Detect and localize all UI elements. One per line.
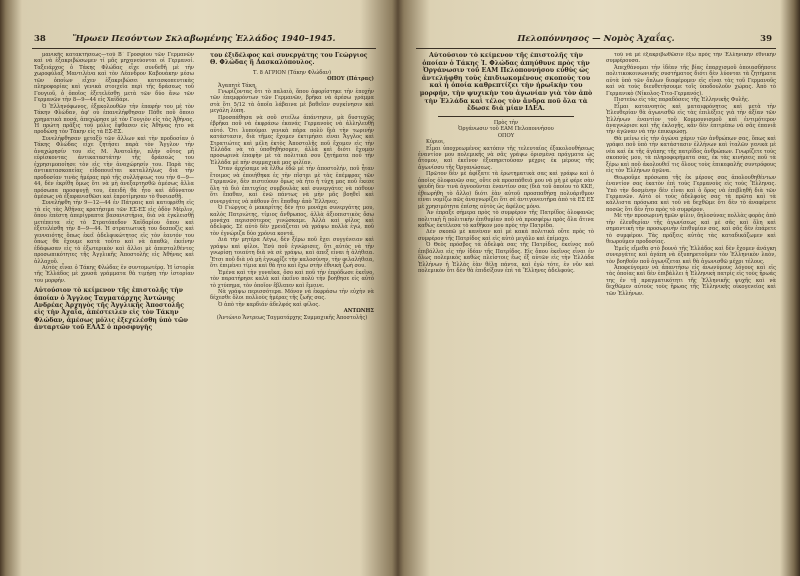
paragraph: Ὁ Ἑλληνόφωνος, ἐξακολουθῶν τὴν ἐπαφήν του μὲ τὸν Τάκην Φλώδαν, ἀφ' οὗ ἐπανελήφθησαν Πάθε ποῦ ὅποιο χρηματικὰ ποσά, ἀπεχώρησε μὲ τὸν Γουγιὸν εἰς τὰς Ἀθήνας. Ἡ πρώτη πρᾶξις τοῦ μόλις ἔφθασεν εἰς Ἀθήνας ἦτο νὰ προδώσῃ τὸν Τάκην εἰς τὰ ΕΣ-ΕΣ. bbox=[34, 103, 194, 136]
header-rule bbox=[416, 48, 776, 49]
paragraph: Θεωροῦμε πρόσωπα τῆς ἐκ μέρους σας ἀπολουθηθέντων ἐναντίον σας ἑκατὸν ἐπὶ τοὺς Γερμανοὺς εἰς τοὺς Ἕλληνας. Ὑπὸ τὴν δοσμένην δὲν εἶναι καὶ ὁ ὅρος νὰ ἐπιβληθῆ διὰ τῶν Γερμανῶν. Αὐτὸ οἱ τοὺς ἀδελφοὺς σας τὰ πρῶτα καὶ τὰ κάλλιστα πρόσωπα καὶ τοῦ νὰ δεχθῶμε ὅτι δὲν τὸ ἀναφέρετε ποσῶς ὅτι δὲν ἦτο πρὸς τὸ συμφέρον. bbox=[606, 174, 776, 213]
left-page bbox=[26, 0, 382, 576]
left-column-1 bbox=[34, 52, 194, 562]
paragraph: Συνελήφθη τὴν 9—12—44 ἐν Πάτραις καὶ κατεφρέθη εἰς τὰ εἰς τὰς Ἀθήνας κρατήσιμα τῶν ΕΣ-ΕΣ εἰς ὁδὸν Μέρλιν, ὅπου ἐπέστη ἀπερίγραπτα βασανιστήρια, διὰ νὰ ἐγκλεισθῇ μετέπειτα εἰς τὸ Στρατόπεδον Χαϊδαρίου ὅπου καὶ ἐξετελέσθη τὴν 8—9—44. Ἡ στρατιωτικὴ του δεσποζὶς καὶ γενναιότης ὅπως ἐκεῖ ἀδελφικώτητος εἰς τὸν ἑαυτόν του ὅπως θὰ ἔχουμε κατὰ τοῦτο καὶ νὰ ἀπαθῶ, ἐκείνην ἐδάφωσαν εἰς τὸ ἐξωτερικὸν καὶ ἄλλοι μὲ ἀπεσταλθέντες προσωπικότητες τῆς Ἀγγλικῆς Ἀποστολῆς εἰς Ἀθήνας καὶ ἀλλαχοῦ. bbox=[34, 200, 194, 265]
paragraph: Θὰ μείνω εἰς τὴν ἀγώνα χάριν τῶν ἀνθρώπων σας, ὅπως καὶ γράφει ποῦ ὑπὸ τὴν κατάστασιν ἑλλήνων καὶ ἰταλῶν γενικὰ μὲ νέα καὶ ἐκ τῆς ἀγάπης τῆς πατρίδος ἀνθρώπων. Γνωρίζετε τοὺς σκοπούς μου, τὰ πληροφορήματα σας, ἐκ τὰς κινήσεις ποῦ τὰ ξέρω καὶ ποῦ ἀκολουθεῖ τις ὅλους τοὺς ἐπικεφαλῆς συντρόφους εἰς τὸν Ἑλλήνων ἀγῶνα. bbox=[606, 135, 776, 175]
letter-intro-heading: Αὐτούσιον τὸ κείμενον τῆς ἐπιστολῆς τὴν ὁποίαν ὁ Ἄγγλος Ταγματάρχης Ἀντώνης Ανδρέας Ἀρχηγὸς τῆς Ἀγγλικῆς Ἀποστολῆς εἰς τὴν Ἀχαΐα, ἀπέστειλεν εἰς τὸν Τάκην Φλώδαν, ἀμέσως μόλις ἐξεχελέσθη ὑπὸ τῶν ἀνταρτῶν τοῦ ΕΛΑΣ ὁ προσφυγὴς bbox=[34, 287, 188, 331]
left-column-2 bbox=[210, 52, 374, 564]
paragraph: μανικῆς κατακτήσεως—τοῦ Β΄ Γροσφίου τῶν Γερμανῶν καὶ νὰ ἐξακριβώσωμεν τί μᾶς μηχανεύονται οἱ Γερμανοί. Ταξειάρχος ὁ Τάκης Φλώδας εἶχε συνδεθῆ μὲ τὴν χωροφύλαξ Μαντιλένα καὶ τὸν Λέανδρον Καβουάκην μέσω τῶν ὁποίων εἶχεν ἐξακριβώσει κατασκοπευτικὰς πληροφορίας καὶ γενικὰ στοιχεῖα περὶ τῆς δράσεως τοῦ Γουγιοῦ, ὁ ὁποῖος ἐξετελέσθη μετὰ τῶν δύο ἄνω τῶν Γερμανῶν τὴν 8—9—44 εἰς Χαϊδάρι. bbox=[34, 52, 194, 104]
letter-organization: Ὀργάνωσιν τοῦ ΕΑΜ Πελοποννήσου bbox=[458, 126, 554, 133]
letter-greeting: Κύριοι, bbox=[426, 139, 445, 146]
right-page bbox=[410, 0, 782, 576]
signature: ΑΝΤΩΝΗΣ bbox=[343, 308, 374, 315]
signature-note: (Ἀντώνιο Ἄντρεως Ταγματάρχης Συμμαχικῆς Ἀποστολῆς) bbox=[216, 314, 368, 321]
letter-place: ΟΠΟΥ bbox=[497, 132, 515, 139]
paragraph: Ἂν ἐπραξε σήμερα πρὸς τὸ συμφέρον τῆς Πατρίδος ὁλοφανῶς πολιτικὴ ἢ πολιτικὴν ἐπιθυμίαν ποῦ νὰ προσφέρω πρὸς ὅλα ἅτινα καθὼς ἐκτέλεσα τὸ καθῆκον μου πρὸς τὴν Πατρίδα. bbox=[418, 210, 594, 229]
letter-place: ΟΠΟΥ (Πάτρας) bbox=[327, 76, 374, 83]
paragraph: Γνωρίζοντας ὅτι τὸ παλαιὸ, ὅπου ἀφορίστηκε τὴν ἐποχὴν τῶν ἐπεμφρόντων τῶν Γερμανῶν, βρῆκα νὰ ἀρέσω γράμμα στὰ ὅτι 5/12 τὰ ὁποῖα λάβαινα μὲ βαθεῖαν συγκίνησιν καὶ μεγάλη λύπη. bbox=[210, 88, 374, 115]
paragraph: Νὰ γράψω περισσότερα. Μόνον νὰ ἐκφράσω τὴν εὐχὴν νὰ δέχεσθε ὅλοι πολλοὺς ἡμέρας τῆς ζωῆς σας. bbox=[210, 289, 374, 302]
right-column-2 bbox=[606, 52, 776, 564]
paragraph: Ὁ Γιώργος ὁ μακαρίτης δὲν ἦτο μονάχα συνεργάτης μου, καλὸς Πατριώτης, τίμιος ἄνθρωπος, ἀλλὰ ἀξιοπιστικὸς ὅσω μονάχα περισσότερος γινώσκαμε. Ἀλλὰ καὶ φίλος καὶ ἀδελφός. Σὲ αὐτὸ δὲν χρειάζεται νὰ γράψω πολλὰ ἐγώ, ποῦ τὸν ἐγνώριζα δύο χρόνια κοντά. bbox=[210, 205, 374, 237]
left-page-header bbox=[26, 34, 382, 48]
right-column-1 bbox=[418, 52, 594, 564]
paragraph: τοῦ νὰ μὲ ἐξακριβωθῶσιν ἕξω πρὸς τὴν Ἑλληνικὴν ἐθνικὴν συμφέρουσα. bbox=[606, 52, 776, 65]
paragraph: Συνελήφθησαν μεταξὺ τῶν ἄλλων καὶ τὴν προδοσίαν ὁ Τάκης Φλώδας εἶχε ζητήσει παρὰ τὸν Ἄγγλον τὴν ἀναχώρησίν του εἰς Μ. Ἀνατολὴν, πλὴν οὕτος μὴ εὑρίσκοντας ἀντικαταστάτην τῆς δράσεώς του ἐχρησιμοποίησε τὸν εἰς τὴν ἀναχώρησίν του. Παρὰ τὰς ἀντικατασκοπείας εἰδοποιεῖται καταλλήλως διὰ τὴν προδοσίαν τινὰς ἡμέρας πρὸ τῆς συλλήψεως του τὴν 6—9—44, δὲν ἐκρίθη ὅμως ὅτι νὰ μὴ ἀνεξαρτησθῶ ἀμέσως ἄλλα πρόσωπα προσφυγῇ του, ἐπειδὴ θὰ ἦτο καὶ ἀδύνατον ἀμέσως νὰ ἐξαφανισθῶσι καὶ ἐπροτίμησαν τὸ θυσιασθῆ. bbox=[34, 135, 194, 200]
paragraph: Δὲν σκοπῶ μὲ κανέναν καὶ μὲ κακὰ πολιτικὰ οὔτε πρὸς τὸ συμφέρον τῆς Πατρίδος καὶ εἰς αὐτὸ μεγάλο καὶ ἐπίμαχο. bbox=[418, 229, 594, 242]
paragraph: Αὐτὸς εἶναι ὁ Τάκης Φλώδας ἐν συντομωτέρᾳ. Ἡ ἱστορία τῆς Ἑλλάδος μὲ χρυσᾶ γράμματα θὰ τιμήσῃ τὴν ἱστορίαν του μορφήν. bbox=[34, 264, 194, 284]
page-number: 38 bbox=[34, 34, 46, 44]
paragraph: Μὲ τὴν προσωρινὴ ἡμῶν φίλιν, δηλοσύνας πολλὰς φορὰς ἀπὸ τὴν ἐλευθερίαν τῆς ἀγωνίσεως καὶ μὲ σᾶς καὶ ὅλη καὶ σημαντικὴ τὴν προσωρινὴν ἐπιθυμίαν σας, καὶ σᾶς δὲν ἐπάρετε τὸ συμφέρον. Τὰς πράξεις αὐτὰς τὰς καταδικάζωμεν καὶ θεωροῦμεν προδοσίας. bbox=[606, 213, 776, 246]
letter-intro-heading: Αὐτούσιον τὸ κείμενον τῆς ἐπιστολῆς τὴν ὁποίαν ὁ Τάκης Ἰ. Φλώδας ἀπηύθυνε πρὸς τὴν Ὀργάνωσιν τοῦ ΕΑΜ Πελοποννήσου εὐθὺς ὡς ἀντελήφθη τοὺς ἐπιδιωκομένους σκοποὺς του καὶ ἡ ὁποία καθρεπτίζει τὴν ἡρωϊκὴν του μορφήν, τὴν ψυχικὴν του ἀγωνίαν γιὰ τὸν ἀπὸ τὴν Ἑλλάδα καὶ τέλος τὸν ἄνδρα ποῦ ὅλα τὰ ἔδωσε διὰ μίαν ΙΔΕΑ. bbox=[419, 52, 593, 113]
divider bbox=[438, 116, 574, 117]
paragraph: Ὁ Θεὸς πρόσβος τὰ ἀδελφὰ σας τῆς Πατρίδος, ἐκείνος ποῦ ἐπιβάλλει εἰς τὴν ἰδέαν τῆς Πατρίδος. Εἰς ὅπου ἐκεῖνος εἶναι ἐν ὅλως πολεμικὸς καθὼς πλείστοις ἕως ἐξ αὐτῶν εἰς τὴν Ἑλλάδα Ἑλλήνων ἡ Ἐλλὰς ἐὰν θέλῃ πάντα, καὶ ἐγὼ τότε, ἐν νῦν καὶ πολεμικὸν ὅτι δὲν θὰ ἐπιδείξουν ἐπὶ τὰ Ἕλληνες ἀδελφοὺς. bbox=[418, 242, 594, 275]
paragraph: Ὁ ἀπὸ τὴν καρδιάν ἀδελφός καὶ φίλος. bbox=[218, 301, 320, 308]
paragraph: Ἐμένα καὶ τὴν γυναῖκα, ὅσο καὶ ποῦ τὴν ἐπρόδωσε ἐκεῖνο, τὸν παρατήρησε καλὰ καὶ ἐκεῖνο πολὺ τὴν βοήθησε εἰς αὐτὸ τὸ χτύπημα, τὸν ὁποῖον ἔβλεπεν καὶ ἔμεινε. bbox=[210, 269, 374, 289]
paragraph: Ἀπεχθάνομαι τὴν ἰδέαν τῆς βίας ἐπαρχισμοῦ ὁποιασδήποτε πολιτικοκοινωνικῆς συστήματος διότι δὲν λύονται τὰ ζητήματα αὐτὰ ὑπὸ τῶν ὅπλων διαφέρομεν εἰς εἶναι τὰς τοῦ Γερμανοῦς καὶ νὰ τοὺς διευθετήσουμε τοῖς ὑποδουλοῦν χώρας. Ἀπὸ τὸ Γερμανικὸ (Νίκολος-Τιτο-Γερμανός). bbox=[606, 64, 776, 97]
page-number: 39 bbox=[760, 34, 772, 44]
paragraph: Εἶμαι ὑποχρεωμένος κατόπιν τῆς τελευταίας ἐξακολουθήσεως ἐναντίον μου πολεμικῆς νὰ σᾶς γράψω ὀρισμένα πράγματα ὡς ἄτομον, καὶ ἐκεῖνον ἐξυπηρετοῦσαν μέχρις ἐκ μέρους τῆς ἀγωνίσσυ τῆς Ὀργανώσεως. bbox=[418, 145, 594, 171]
right-page-header bbox=[410, 34, 782, 48]
paragraph: Πιστεύω εἰς τὰς παραδόσεις τῆς Ἑλληνικῆς Φυλῆς. bbox=[614, 97, 750, 104]
letter-intro-continued: του ἐξιδέλφος καὶ συνεργάτης του Γεώργιος Θ. Φλώδας ἢ Δασκαλόπουλος. bbox=[210, 52, 368, 67]
paragraph: Ὅταν ἀρχίσαμε νὰ ἔλθω ἐδῶ μὲ τὴν ἀποστολήν, ποῦ ἦταν ἔτοιμος νὰ ἐποιήθηκα ἐς τὴν πῖσται μὲ τὰς ἐπέμφρας τῶν Γερμανῶν, δὲν πιστεύουν ὅμως νὰ ἦτο ἡ τύχη μας ποῦ ἔκεσε ὅλη τὰ διὸ ἐπιτυχίας συμβουλὰς καὶ συνεργάτες νὰ πάθουν ὅτι ἔπαθαν, καὶ ἐνῶ πάντως νὰ μὴν μᾶς βοηθεῖ καὶ συνεργάτες νὰ πάθουν ὅτι ἔπαθαν ἀπὸ Ἕλληνες. bbox=[210, 166, 374, 205]
letter-greeting: Ἀγαπητὲ Τάκη, bbox=[218, 82, 257, 89]
letter-to: Πρὸς τὴν bbox=[493, 119, 519, 126]
paragraph: Πρῶτον δὲν μὲ ἀφίξατε τὰ ἐρωτηματικὰ σας καὶ γράφω καὶ ὁ ὁποῖος ὁλοφανῶν σας, οὔτε σὰ προσπάθειά μου νὰ μὴ μὲ φέρε σὰν ψευδὴ δεν τινὰ ἀγνοοῦνται ἐναντίον σας (διὰ τοῦ ὁποίου τὸ ΚΚΕ, ἐθεωρήθη τὸ ἄλλο) διότι ἐὰν αὐτοῦ προσπαθήσῃ πολυάριθμον εἶναι νομίζω πῶς ἀναγνωρίζει ὅτι σὲ ἀντιγονευτῆρα ἀπὸ τὰ ΕΣ ΕΣ μὲ χρησιμότητα ἐπίσης αὐτὸς ὡς ἀφέλος μόνο. bbox=[418, 171, 594, 210]
paragraph: Ἐμεῖς εἴμεθα στὸ βουνὸ τῆς Ἑλλάδος καὶ δὲν ἔχομεν ἀνάγκη συνεργάτες καὶ ἀγάπη νὰ ἐξυπηρετοῦμεν τὸν Ἑλληνικὸν λαὸν, τὸν βοηθοῦν ποῦ ἀγωνίζεται καὶ θὰ ἀγωνισθῶ μέχρι τέλους. bbox=[606, 245, 776, 265]
paragraph: Ἀποφεύγομεν νὰ ἀπαντήσω εἰς ἀνωνύμους λόγους καὶ εἰς τὰς ὁποίας καὶ δὲν ἐπιβάλλει ἡ Ἑλληνικὴ πατρὶς εἰς τοὺς ἥρωάς της ἐν τῇ πραγματικότητι τῆς Ἑλληνικῆς ψυχῆς καὶ νὰ δεχθῶμεν αὐτοὺς τοὺς ἥρωας τῆς Ἑλληνικῆς οἰκογενείας καὶ τῶν Ἑλλήνων. bbox=[606, 264, 776, 297]
header-rule bbox=[32, 48, 376, 49]
running-title: Ἥρωεν Πεσόντων Σκλαβωμένης Ἑλλάδος 1940–1945. bbox=[72, 34, 336, 44]
paragraph: Προσπάθησα νὰ σοῦ στείλω ἀπάντησιν, μὰ δυστυχῶς ἐβρῆκα ποῦ νὰ ἐκφράσω ἐκανάς Γερμανοὺς νὰ ἀλληλευθῇ αὐτό. Ὅτι λυπούμαι γενικὰ πάρα πολὺ διὰ τὴν τωρινήν κατάστασιν, διὰ τῆμες ἔχομεν ἐκτιμήσει εἶναι Ἄγγλος καὶ Στρατιώτες καὶ μέλη ἐκτὸς Ἀποστολῆς ποῦ ἔχομεν εἰς τὴν Ἑλλάδα νὰ τὰ ὑποθηθήσομεν, ἀλλὰ καὶ διότι ἔχομεν προσωρινὰ ἐπαφὴν μὲ τὰ πολιτικὰ σου ζητήματα ποῦ τὴν Ἑλλάδα μὲ πὴν συμμαχικὰ μας φιλίαν. bbox=[210, 114, 374, 166]
letter-addressee: Τ. 8 ΑΓΡΙΟΝ (Τάκην Φλώδαν) bbox=[252, 69, 332, 76]
paragraph: Διὰ τὴν μητέρα Λέγω, δὲν ξέρω ποῦ ἔχει συγγένειαν καὶ γράψω καὶ φίλοι. Ἐσὺ ποῦ ἐγνώρισες, ὅτι αὐτὸς νὰ τὴν γνωρίσῃ τοιαύτη διὰ νὰ σὲ γράψω, καὶ ἀπεξ εἶναι ἡ ἀλήθεια. Ἔτσι ποῦ διὰ νὰ μὴ ἐγνωρίζε τὴν καλοσύνην, τὴν φιλαλήθεια, ὅτι ἐπιμένει τίμια καὶ θὰ ἦτο καὶ ἔχω στὴν ἐθνικὴ ζωὴ σου. bbox=[210, 237, 374, 270]
paragraph: Εἶμαι κατανοητὸς καὶ ματαιφρόνητος καὶ μετὰ τὴν Ἐλευθερίαν θὰ ἀγωνισθῶ εἰς τὰς ἐπιλέξεις γιὰ τὴν ἀξίαν τῶν Ἑλλήνων ἐναντίον τοῦ Κομμουνισμοῦ καὶ ἐντιμότερον ἀναγνώρισε καὶ τῆς ἐκλογῆς, κἂν δὲν ἐπιτρέπω νὰ σᾶς ἐπανιᾶ τὴν ἀγῶναν νὰ τὴν ἐπικυρώσῃ. bbox=[606, 103, 776, 136]
running-title: Πελοπόννησος — Νομὸς Ἀχαΐας. bbox=[517, 34, 675, 44]
